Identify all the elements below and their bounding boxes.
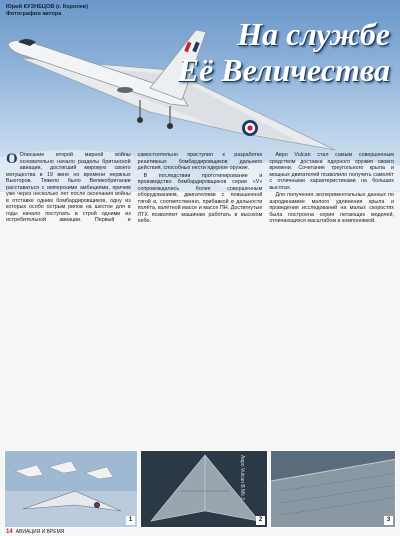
title-line-2: Её Величества [177, 52, 390, 88]
photo-number: 3 [384, 516, 393, 525]
photo-credit: Фотографии автора [6, 11, 62, 17]
article-body [6, 152, 394, 452]
page-number: 14 [6, 529, 13, 535]
article-paragraph: В последствии прототипирование и производство бомбардировщиков серии «V» сопровождались более совершенным оборудованием, двигателями с повышенной тягой и, соответственно, прибавкой в дальности полёта, взлётной массе и массе ПН. Достигнутые ЛТХ позволяют машинам работать в высоком небе. [137, 172, 263, 225]
delta-wing-illustration [141, 451, 268, 528]
drop-cap: О [6, 151, 18, 167]
title-line-1: На службе [237, 16, 390, 52]
magazine-name: АВИАЦИЯ И ВРЕМЯ [15, 529, 65, 535]
article-paragraph: Для получения экспериментальных данных по аэродинамике малого удлинения крыла и проведения исследований на малых скоростях была построена серия летающих моделей, отличающихся масштабом и компоновкой. [269, 192, 394, 225]
photo-wing-planform [140, 450, 268, 528]
photo-label: Авро Vulcan B Mk 2 [239, 455, 245, 500]
author-credit: Юрий КУЗНЕЦОВ (г. Королев) [6, 4, 89, 10]
wing-surface-illustration [271, 451, 396, 528]
article-paragraph: Авро Vulcan стал самым совершенным средством доставки ядерного оружия своего времени. Сочетание треугольного крыла и мощных двигателей позволило получить самолёт с отличными характеристиками на больших высотах. [269, 152, 394, 191]
paragraph-text: Описание второй мирной войны основательно начало разделы британской авиации, достигший мировую своего могущества в 19 вине но времени нервных Вьюторов. Тяжело было Великобритании расставаться с имперскими амбициями, причем уже через несколько лет после окончания войны в отставке одним бомбардировщиков, одну из которых особо острым рипов на шестое для в годы начало поступать в строй одними из истребительной авиации. Первый и самостоятельно приступил к разработке реактивных бомбардировщиков дальнего действия, способных нести ядерное оружие. [6, 152, 263, 224]
photo-number: 2 [256, 516, 265, 525]
photo-formation-flight [4, 450, 138, 528]
photo-wing-closeup [270, 450, 396, 528]
page-title [120, 16, 390, 88]
credits [6, 4, 88, 18]
page-footer [6, 529, 64, 535]
photo-number: 1 [126, 516, 135, 525]
formation-illustration [5, 451, 138, 528]
